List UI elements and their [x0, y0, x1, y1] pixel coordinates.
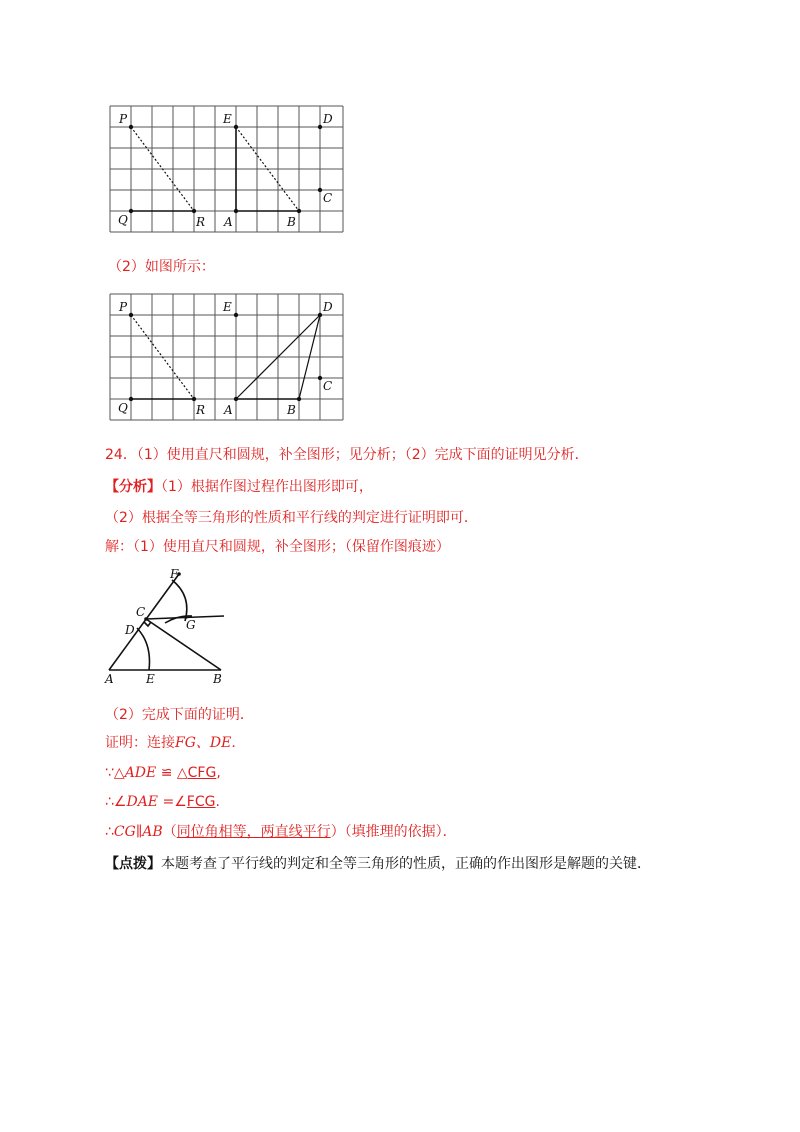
analysis-line-1 [105, 478, 373, 496]
equals-angle: =∠ [158, 794, 187, 810]
answer-reason: 同位角相等，两直线平行 [176, 824, 331, 840]
label-C: C [136, 605, 146, 619]
grid-figure-2 [108, 292, 348, 422]
label-B: B [287, 215, 296, 229]
q24-answer: 24．（1）使用直尺和圆规，补全图形；见分析；（2）完成下面的证明见分析． [105, 447, 589, 463]
congruent-symbol: ≌ △ [156, 765, 188, 781]
proof-intro-prefix: 证明：连接 [105, 735, 175, 751]
label-E: E [223, 300, 232, 314]
paren-open: （ [162, 824, 177, 840]
label-P: P [119, 112, 128, 126]
label-D: D [125, 623, 135, 637]
therefore-angle: ∴∠ [105, 794, 127, 810]
answer-fcg: FCG [186, 794, 216, 810]
proof-line-3 [105, 823, 457, 841]
label-A: A [224, 403, 233, 417]
label-D: D [323, 300, 333, 314]
construction-figure [100, 566, 240, 688]
triangle-ade: ADE [124, 765, 157, 781]
therefore-symbol: ∴ [105, 824, 114, 840]
analysis-text-1: （1）根据作图过程作出图形即可， [161, 479, 373, 495]
proof-intro-math: FG、DE. [175, 735, 236, 751]
label-Q: Q [118, 213, 128, 227]
label-G: G [186, 618, 196, 632]
part2-caption: （2）如图所示： [108, 259, 215, 275]
label-B: B [287, 403, 296, 417]
label-D: D [323, 112, 333, 126]
proof-line-1 [105, 764, 221, 782]
cg-parallel-ab: CG∥AB [113, 824, 163, 840]
label-A: A [224, 215, 233, 229]
grid-figure-1 [108, 104, 348, 234]
label-C: C [323, 379, 333, 393]
label-R: R [196, 215, 206, 229]
analysis-tag: 【分析】 [105, 479, 161, 495]
tip-body: 本题考查了平行线的判定和全等三角形的性质，正确的作出图形是解题的关键． [161, 856, 651, 872]
label-F: F [170, 567, 179, 581]
label-P: P [119, 300, 128, 314]
proof-intro [105, 734, 236, 752]
tip-line [105, 855, 651, 873]
proof-line-2 [105, 793, 220, 811]
comma: , [216, 765, 221, 781]
paren-close: ）（填推理的依据）． [330, 824, 457, 840]
label-E: E [223, 112, 232, 126]
angle-dae: DAE [126, 794, 159, 810]
label-C: C [323, 191, 333, 205]
answer-cfg: CFG [187, 765, 217, 781]
label-A: A [105, 672, 114, 686]
period: . [215, 794, 220, 810]
label-R: R [196, 403, 206, 417]
solution-line-1: 解：（1）使用直尺和圆规，补全图形；（保留作图痕迹） [105, 539, 450, 555]
tip-tag: 【点拨】 [105, 856, 161, 872]
label-B: B [213, 672, 222, 686]
label-Q: Q [118, 401, 128, 415]
label-E: E [146, 672, 155, 686]
solution-line-2: （2）完成下面的证明． [105, 707, 254, 723]
analysis-line-2: （2）根据全等三角形的性质和平行线的判定进行证明即可． [105, 510, 478, 526]
because-symbol: ∵△ [105, 765, 125, 781]
